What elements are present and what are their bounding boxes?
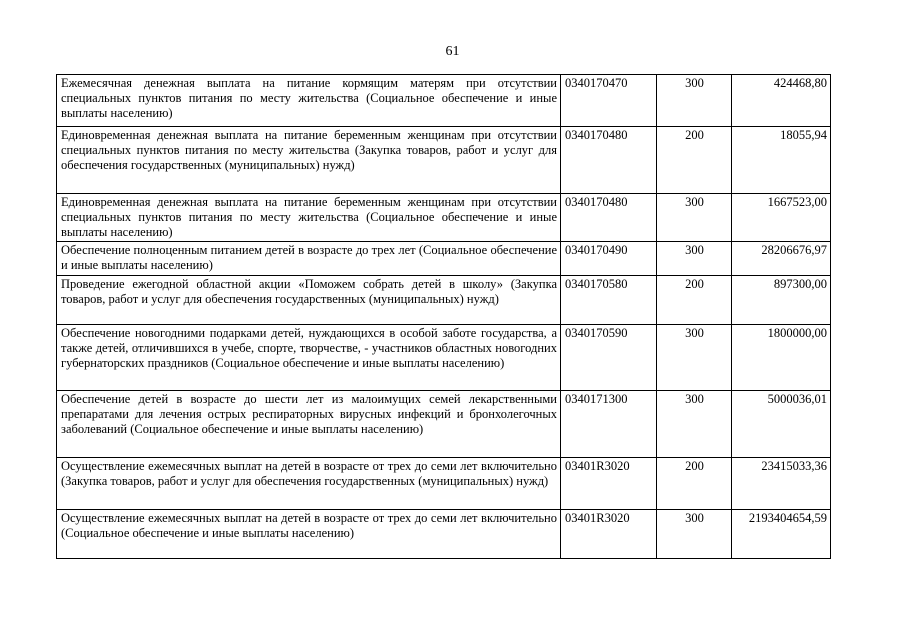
row-type: 300 [657, 242, 732, 276]
table-row [57, 194, 831, 242]
row-type: 300 [657, 325, 732, 391]
table-row [57, 510, 831, 559]
row-code: 03401R3020 [561, 458, 657, 510]
table-row [57, 276, 831, 325]
row-amount: 23415033,36 [732, 458, 831, 510]
row-amount: 18055,94 [732, 127, 831, 194]
row-amount: 28206676,97 [732, 242, 831, 276]
table-row [57, 458, 831, 510]
row-type: 200 [657, 127, 732, 194]
row-code: 0340170580 [561, 276, 657, 325]
table-row [57, 325, 831, 391]
row-type: 200 [657, 458, 732, 510]
row-type: 300 [657, 391, 732, 458]
row-code: 0340170480 [561, 194, 657, 242]
row-type: 200 [657, 276, 732, 325]
table-row [57, 75, 831, 127]
row-type: 300 [657, 194, 732, 242]
row-amount: 1800000,00 [732, 325, 831, 391]
row-amount: 424468,80 [732, 75, 831, 127]
row-description: Единовременная денежная выплата на питание беременным женщинам при отсутствии специальных пунктов питания по месту жительства (Закупка товаров, работ и услуг для обеспечения государственных (муниципальных) нужд) [57, 127, 561, 194]
row-type: 300 [657, 75, 732, 127]
row-amount: 897300,00 [732, 276, 831, 325]
row-description: Осуществление ежемесячных выплат на детей в возрасте от трех до семи лет включительно (Социальное обеспечение и иные выплаты населению) [57, 510, 561, 559]
row-description: Ежемесячная денежная выплата на питание кормящим матерям при отсутствии специальных пунктов питания по месту жительства (Социальное обеспечение и иные выплаты населению) [57, 75, 561, 127]
row-code: 0340170470 [561, 75, 657, 127]
page-number: 61 [445, 44, 460, 59]
table-row [57, 242, 831, 276]
table-row [57, 391, 831, 458]
row-amount: 1667523,00 [732, 194, 831, 242]
row-amount: 5000036,01 [732, 391, 831, 458]
table-row [57, 127, 831, 194]
row-description: Единовременная денежная выплата на питание беременным женщинам при отсутствии специальных пунктов питания по месту жительства (Социальное обеспечение и иные выплаты населению) [57, 194, 561, 242]
row-description: Обеспечение полноценным питанием детей в возрасте до трех лет (Социальное обеспечение и иные выплаты населению) [57, 242, 561, 276]
budget-table [56, 74, 831, 559]
row-code: 0340170590 [561, 325, 657, 391]
row-description: Обеспечение детей в возрасте до шести лет из малоимущих семей лекарственными препаратами для лечения острых респираторных вирусных инфекций и бронхолегочных заболеваний (Социальное обеспечение и иные выплаты населению) [57, 391, 561, 458]
row-description: Осуществление ежемесячных выплат на детей в возрасте от трех до семи лет включительно (Закупка товаров, работ и услуг для обеспечения государственных (муниципальных) нужд) [57, 458, 561, 510]
row-code: 0340170480 [561, 127, 657, 194]
row-type: 300 [657, 510, 732, 559]
row-code: 03401R3020 [561, 510, 657, 559]
row-code: 0340170490 [561, 242, 657, 276]
row-description: Обеспечение новогодними подарками детей, нуждающихся в особой заботе государства, а также детей, отличившихся в учебе, спорте, творчестве, - участников областных новогодних губернаторских праздников (Социальное обеспечение и иные выплаты населению) [57, 325, 561, 391]
row-code: 0340171300 [561, 391, 657, 458]
row-amount: 2193404654,59 [732, 510, 831, 559]
row-description: Проведение ежегодной областной акции «Поможем собрать детей в школу» (Закупка товаров, работ и услуг для обеспечения государственных (муниципальных) нужд) [57, 276, 561, 325]
